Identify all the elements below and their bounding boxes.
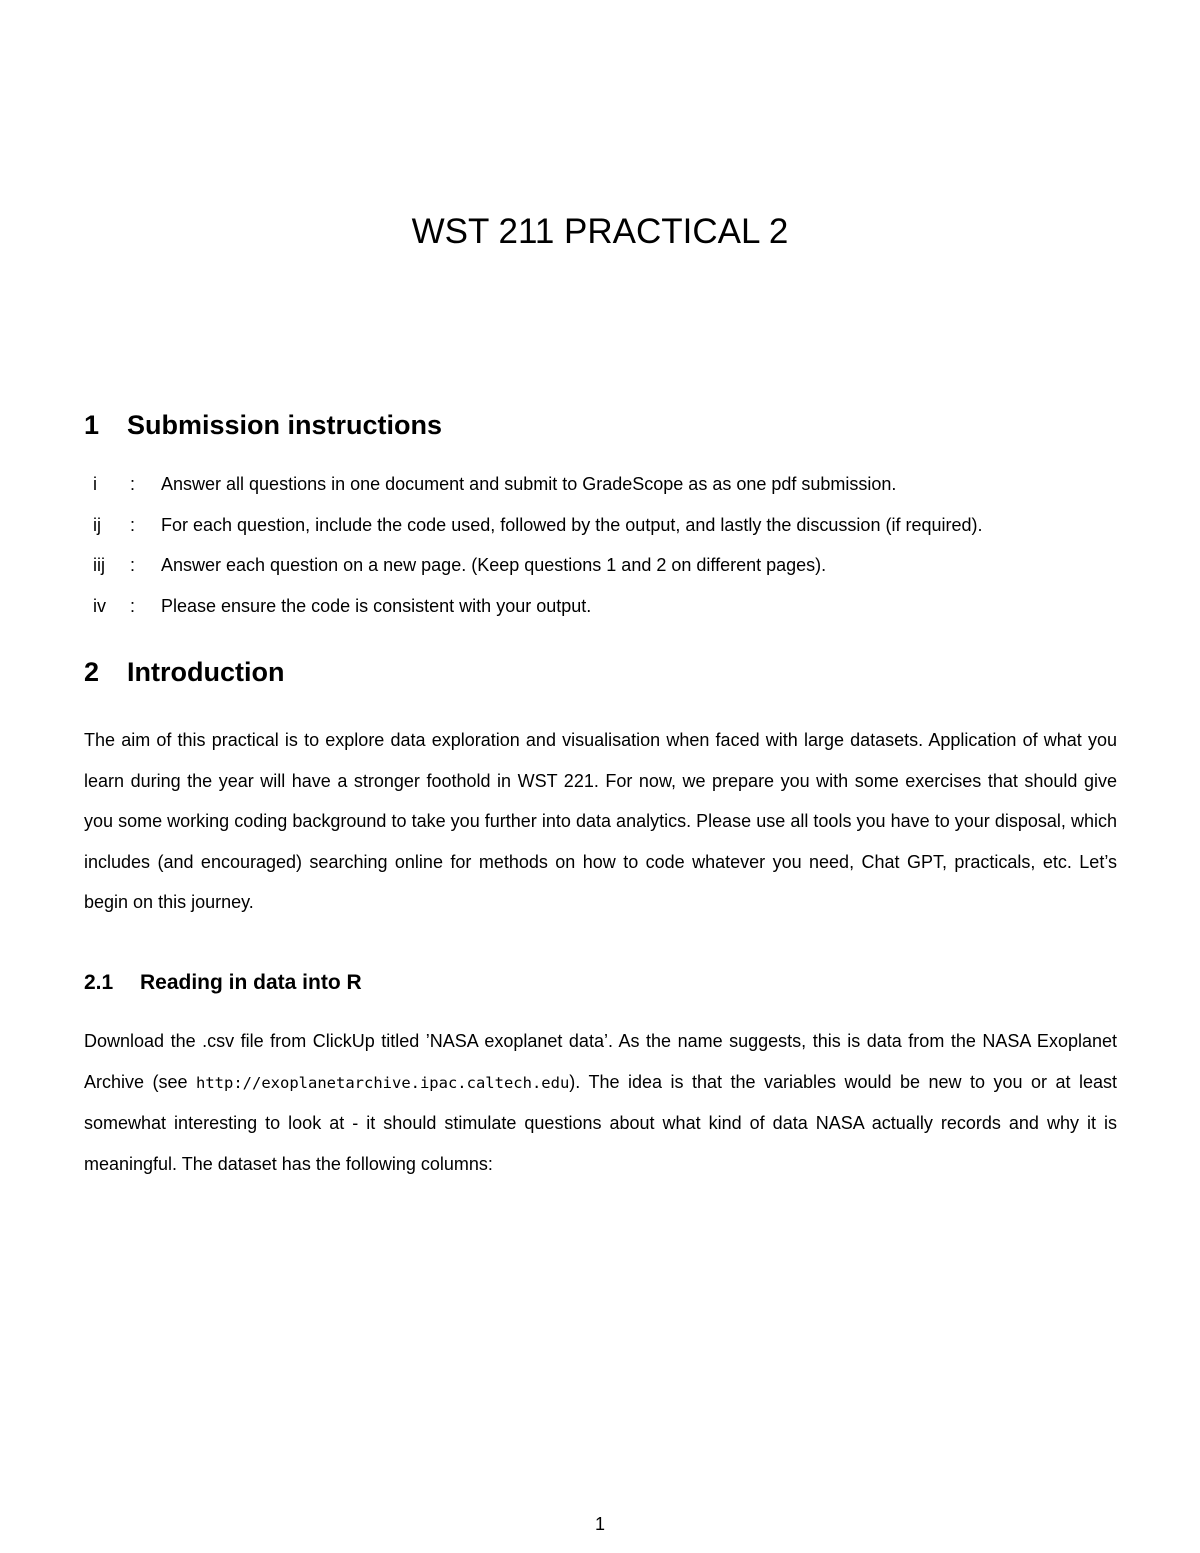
list-item — [84, 470, 1124, 511]
document-title: WST 211 PRACTICAL 2 — [411, 212, 789, 251]
section-number: 2 — [84, 657, 100, 687]
list-marker: iv — [93, 596, 106, 617]
subsection-number: 2.1 — [84, 971, 114, 994]
paragraph-text: Download the .csv file from ClickUp titled ’NASA exoplanet data’. As the name suggests, this is data from the NASA Exoplanet Archive (see — [84, 1031, 1117, 1092]
subsection-title: Reading in data into R — [140, 971, 362, 994]
list-item-text: Please ensure the code is consistent with your output. — [161, 596, 592, 617]
list-item — [84, 551, 1124, 592]
list-item — [84, 511, 1124, 552]
list-marker: iij — [93, 555, 105, 576]
list-separator: : — [130, 474, 136, 494]
list-marker: i — [93, 474, 97, 494]
list-item — [84, 592, 1124, 633]
list-item-text: Answer each question on a new page. (Keep questions 1 and 2 on different pages). — [161, 555, 827, 576]
exoplanet-archive-link[interactable]: http://exoplanetarchive.ipac.caltech.edu — [196, 1073, 570, 1092]
list-item-text: For each question, include the code used, followed by the output, and lastly the discussion (if required). — [161, 514, 983, 535]
section-heading-introduction — [84, 655, 284, 689]
list-separator: : — [130, 555, 136, 576]
section-title: Submission instructions — [127, 410, 443, 440]
list-item-text: Answer all questions in one document and submit to GradeScope as as one pdf submission. — [161, 474, 897, 494]
list-marker: ij — [93, 514, 101, 535]
page-number: 1 — [594, 1514, 605, 1534]
introduction-paragraph: The aim of this practical is to explore data exploration and visualisation when faced with large datasets. Application of what you learn during the year will have a stronger foothold in WST 221. For now, we prepare you with some exercises that should give you some working coding background to take you further into data analytics. Please use all tools you have to your disposal, which includes (and encouraged) searching online for methods on how to code whatever you need, Chat GPT, practicals, etc. Let’s begin on this journey. — [84, 730, 1117, 913]
section-number: 1 — [84, 410, 100, 440]
section-heading-submission — [84, 408, 442, 442]
paragraph-text: ). The idea is that the variables would be new to you or at least somewhat interesting to look at - it should stimulate questions about what kind of data NASA actually records and why it is meaningful. The dataset has the following columns: — [84, 1071, 1117, 1174]
submission-instructions-list — [84, 470, 1124, 633]
reading-data-paragraph — [84, 1021, 1117, 1184]
list-separator: : — [130, 596, 136, 617]
section-title: Introduction — [127, 657, 285, 687]
subsection-heading-reading-data — [84, 969, 362, 997]
list-separator: : — [130, 514, 136, 535]
